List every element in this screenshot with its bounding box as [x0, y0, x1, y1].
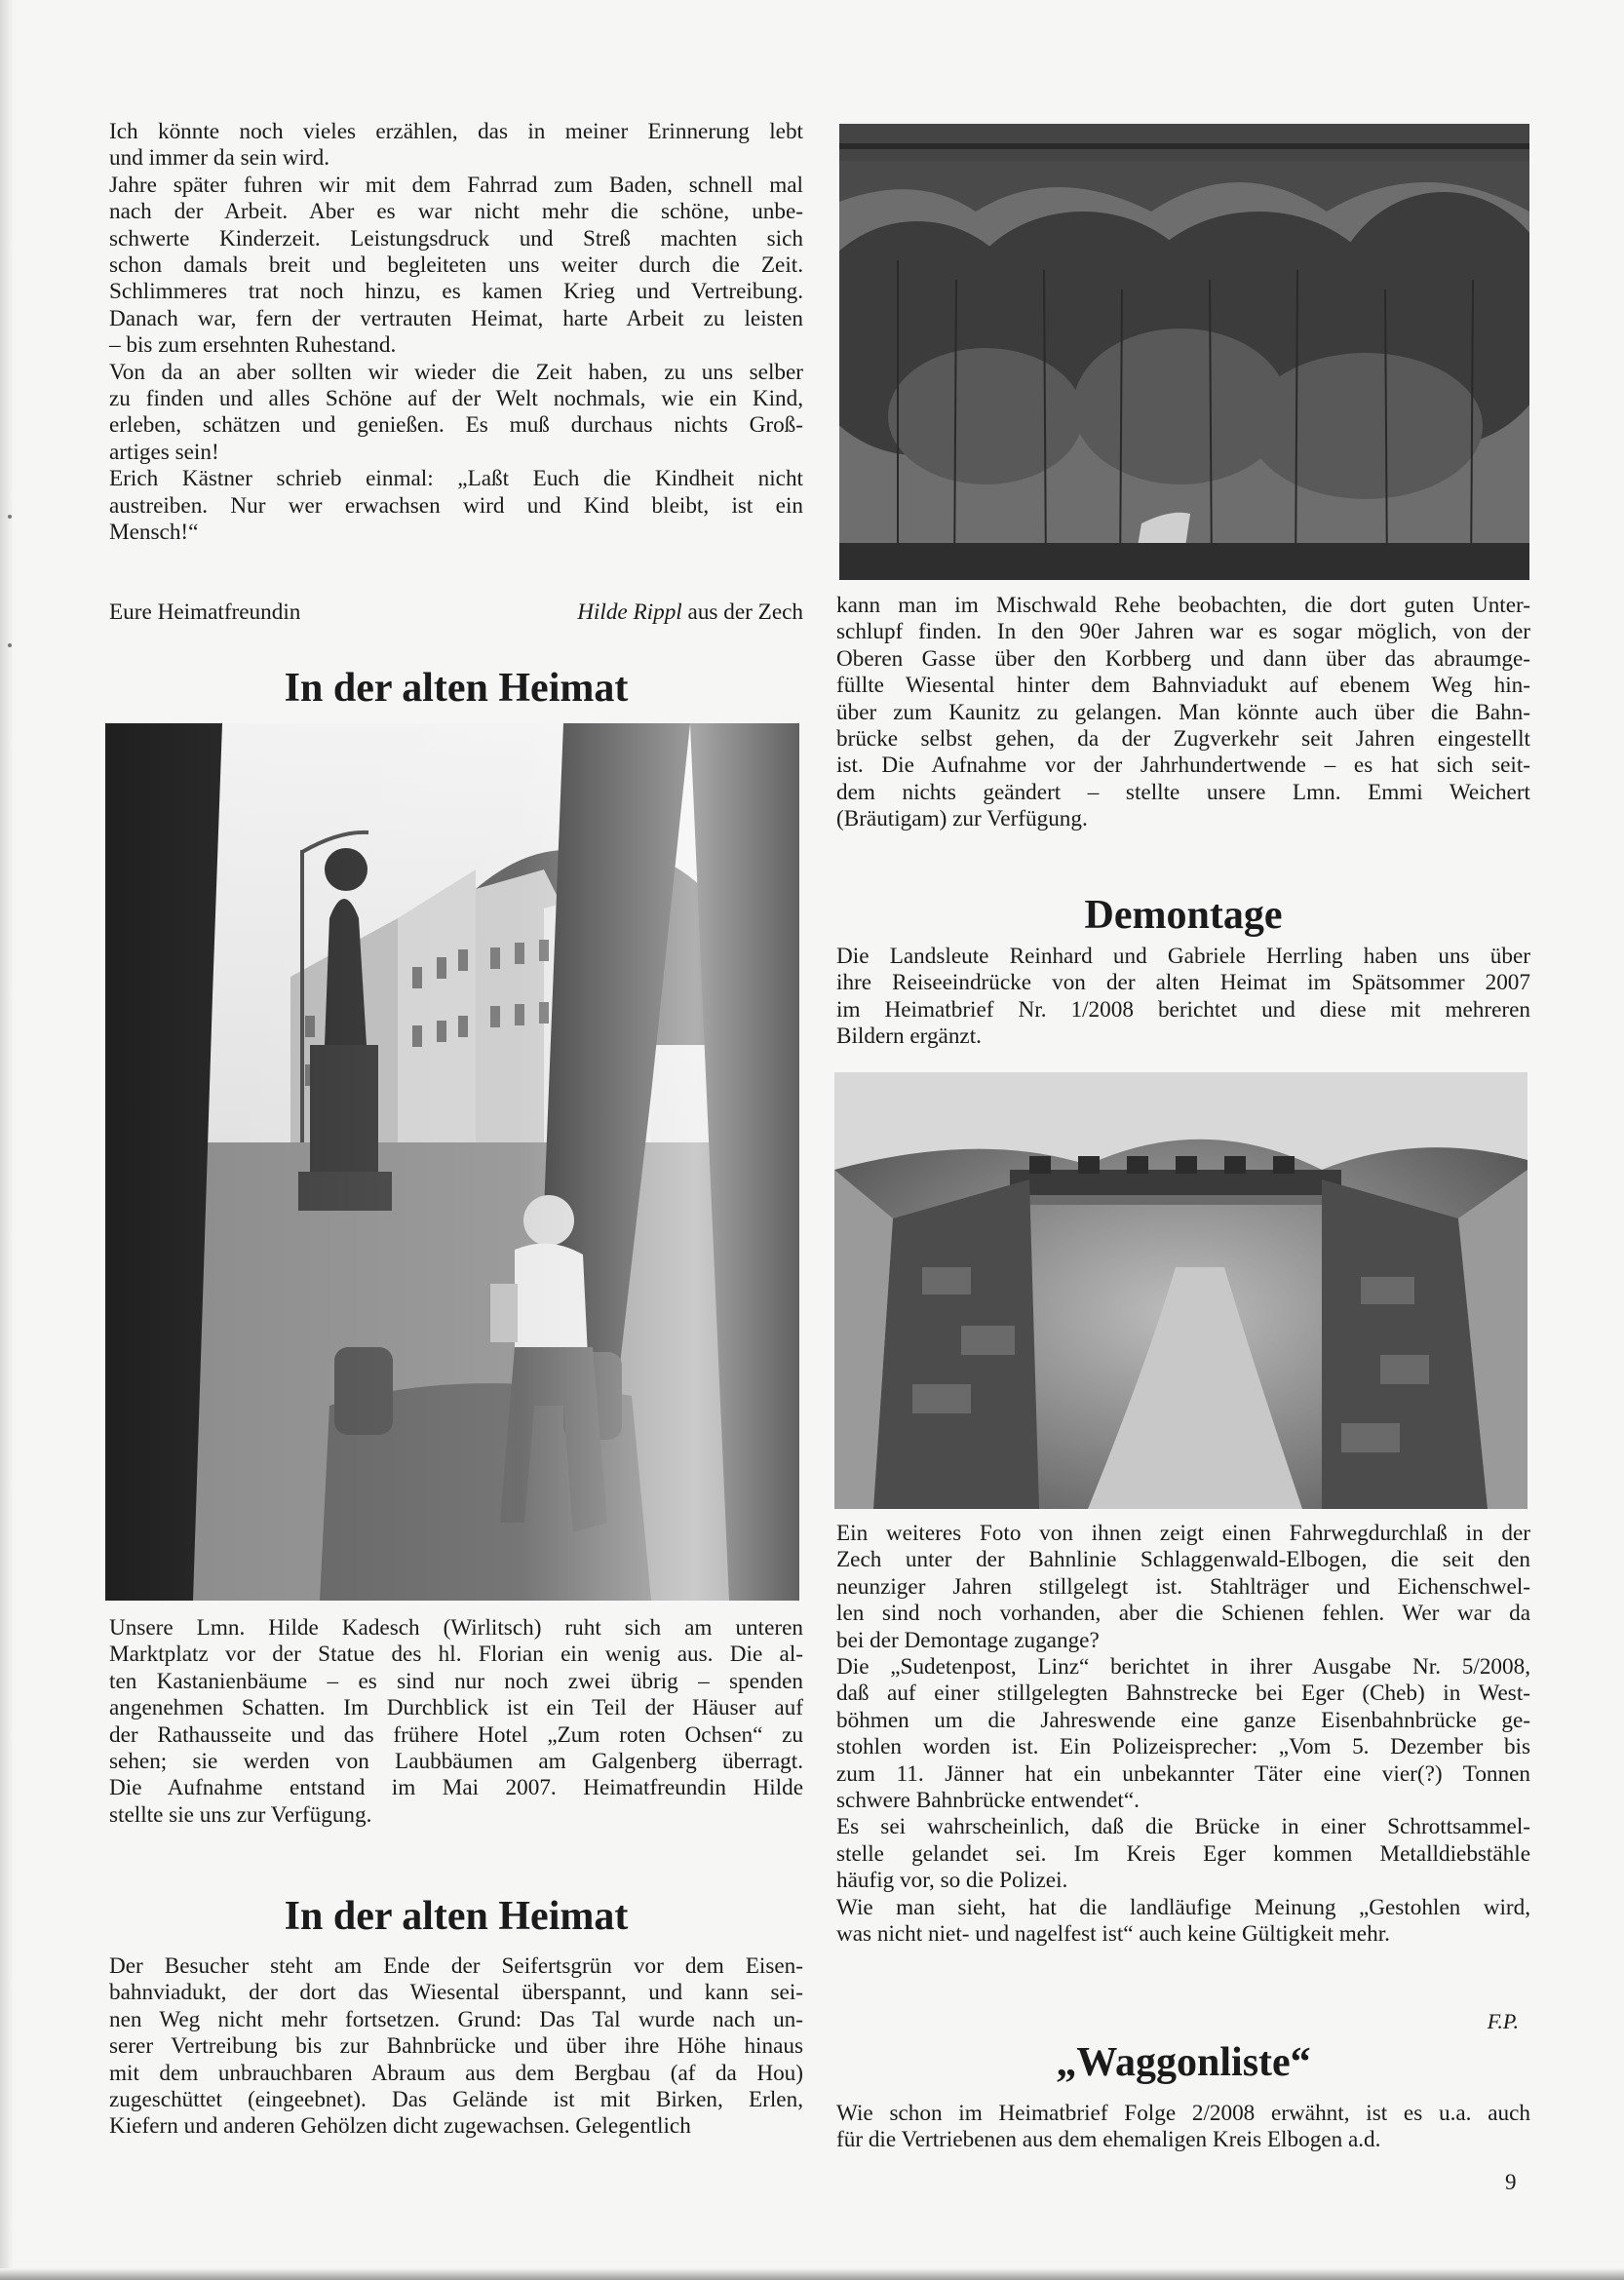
text-line: len sind noch vorhanden, aber die Schienen fehlen. Wer war da [836, 1601, 1530, 1627]
paragraph [109, 466, 803, 546]
text-line: Oberen Gasse über den Korbberg und dann über das abraumge- [836, 645, 1530, 672]
text-line: zu finden und alles Schöne auf der Welt nochmals, wie ein Kind, [109, 386, 803, 412]
text-line: zugeschüttet (eingeebnet). Das Gelände ist mit Birken, Erlen, [109, 2087, 803, 2113]
heading-waggonliste: „Waggonliste“ [1056, 2040, 1311, 2085]
signature-greeting: Eure Heimatfreundin [109, 599, 301, 625]
paragraph [836, 1895, 1530, 1949]
heading-demontage: Demontage [1084, 893, 1283, 938]
text-line: für die Vertriebenen aus dem ehemaligen Kreis Elbogen a.d. [836, 2127, 1381, 2153]
caption-photo-1 [109, 1615, 803, 1829]
text-line: Von da an aber sollten wir wieder die Zeit haben, zu uns selber [109, 359, 803, 385]
photo-railway-viaduct [839, 124, 1529, 580]
page-number: 9 [1505, 2170, 1517, 2194]
text-line: und immer da sein wird. [109, 145, 330, 172]
text-line: Die Landsleute Reinhard und Gabriele Herrling haben uns über [836, 944, 1530, 969]
text-line: Kiefern und anderen Gehölzen dicht zugewachsen. Gelegentlich [109, 2113, 691, 2140]
text-line: angenehmen Schatten. Im Durchblick ist ein Teil der Häuser auf [109, 1695, 803, 1721]
paragraph [836, 1654, 1530, 1814]
photo-marketplace-statue [105, 723, 799, 1601]
paragraph [109, 360, 803, 467]
text-line: stelle gelandet sei. Im Kreis Eger kommen Metalldiebstähle [836, 1840, 1530, 1867]
text-line: schlupf finden. In den 90er Jahren war es sogar möglich, von der [836, 619, 1530, 645]
text-line: Mensch!“ [109, 520, 199, 546]
text-line: der Rathausseite und das frühere Hotel „Zum roten Ochsen“ zu [109, 1721, 803, 1748]
page-edge-shadow [0, 0, 14, 2280]
margin-mark [8, 643, 12, 647]
paragraph [109, 1615, 803, 1829]
text-line: Erich Kästner schrieb einmal: „Laßt Euch die Kindheit nicht [109, 466, 803, 492]
text-line: ist. Die Aufnahme vor der Jahrhundertwende – es hat sich seit- [836, 753, 1530, 779]
signature-line [109, 599, 803, 626]
text-line: über zum Kaunitz zu gelangen. Man könnte auch über die Bahn- [836, 699, 1530, 725]
paragraph [109, 173, 803, 360]
photo-bridge-passage [834, 1072, 1527, 1509]
text-line: Wie man sieht, hat die landläufige Meinung „Gestohlen wird, [836, 1894, 1530, 1920]
text-line: mit dem unbrauchbaren Abraum aus dem Bergbau (af da Hou) [109, 2060, 803, 2086]
text-line: zum 11. Jänner hat ein unbekannter Täter eine vier(?) Tonnen [836, 1760, 1530, 1787]
text-line: (Bräutigam) zur Verfügung. [836, 806, 1088, 832]
text-line: dem nichts geändert – stellte unsere Lmn. Emmi Weichert [836, 779, 1530, 805]
text-line: austreiben. Nur wer erwachsen wird und Kind bleibt, ist ein [109, 492, 803, 519]
text-line: Der Besucher steht am Ende der Seifertsgrün vor dem Eisen- [109, 1953, 803, 1979]
text-line: füllte Wiesental hinter dem Bahnviadukt auf ebenem Weg hin- [836, 673, 1530, 699]
text-line: Ein weiteres Foto von ihnen zeigt einen Fahrwegdurchlaß in der [836, 1521, 1530, 1546]
text-line: Zech unter der Bahnlinie Schlaggenwald-Elbogen, die seit den [836, 1547, 1530, 1573]
text-line: Unsere Lmn. Hilde Kadesch (Wirlitsch) ruht sich am unteren [109, 1615, 803, 1641]
paragraph [836, 1521, 1530, 1654]
text-line: Jahre später fuhren wir mit dem Fahrrad zum Baden, schnell mal [109, 172, 803, 198]
text-line: artiges sein! [109, 439, 219, 465]
text-line: brücke selbst gehen, da der Zugverkehr seit Jahren eingestellt [836, 726, 1530, 753]
signature-author: Hilde Rippl aus der Zech [577, 599, 803, 625]
article-viaduct-text [109, 1953, 803, 2141]
text-line: schwere Bahnbrücke entwendet“. [836, 1788, 1140, 1814]
paragraph [836, 1814, 1530, 1894]
text-line: nach der Arbeit. Aber es war nicht mehr die schöne, unbe- [109, 199, 803, 225]
text-line: neunziger Jahren stillgelegt ist. Stahlträger und Eichenschwel- [836, 1573, 1530, 1600]
text-line: böhmen um die Jahreswende eine ganze Eisenbahnbrücke ge- [836, 1707, 1530, 1733]
initials-fp: F.P. [1487, 2009, 1519, 2033]
text-line: schwerte Kinderzeit. Leistungsdruck und Streß machten sich [109, 225, 803, 251]
text-line: Die Aufnahme entstand im Mai 2007. Heimatfreundin Hilde [109, 1775, 803, 1801]
text-line: im Heimatbrief Nr. 1/2008 berichtet und diese mit mehreren [836, 996, 1530, 1023]
text-line: stohlen worden ist. Ein Polizeisprecher: „Vom 5. Dezember bis [836, 1734, 1530, 1760]
paragraph [836, 2101, 1530, 2154]
text-line: stellte sie uns zur Verfügung. [109, 1801, 372, 1828]
text-line: Danach war, fern der vertrauten Heimat, harte Arbeit zu leisten [109, 305, 803, 331]
text-line: schon damals breit und begleiteten uns weiter durch die Zeit. [109, 252, 803, 279]
text-line: bei der Demontage zugange? [836, 1627, 1100, 1653]
text-line: ihre Reiseeindrücke von der alten Heimat im Spätsommer 2007 [836, 970, 1530, 996]
waggonliste-intro-text [836, 2101, 1530, 2154]
paragraph [836, 593, 1530, 833]
text-line: häufig vor, so die Polizei. [836, 1868, 1068, 1894]
text-line: kann man im Mischwald Rehe beobachten, die dort guten Unter- [836, 593, 1530, 618]
text-line: Bildern ergänzt. [836, 1024, 982, 1050]
demontage-body-text [836, 1521, 1530, 1949]
text-line: serer Vertreibung bis zur Bahnbrücke und über ihre Höhe hinaus [109, 2033, 803, 2060]
text-line: – bis zum ersehnten Ruhestand. [109, 332, 397, 359]
heading-in-der-alten-heimat-2: In der alten Heimat [284, 1894, 629, 1939]
text-line: nen Weg nicht mehr fortsetzen. Grund: Das Tal wurde nach un- [109, 2006, 803, 2032]
continuation-text [836, 593, 1530, 833]
text-line: daß auf einer stillgelegten Bahnstrecke bei Eger (Cheb) in West- [836, 1681, 1530, 1707]
heading-in-der-alten-heimat-1: In der alten Heimat [284, 666, 629, 711]
text-line: Es sei wahrscheinlich, daß die Brücke in einer Schrottsammel- [836, 1814, 1530, 1840]
text-line: erleben, schätzen und genießen. Es muß durchaus nichts Groß- [109, 412, 803, 439]
text-line: ten Kastanienbäume – es sind nur noch zwei übrig – spenden [109, 1668, 803, 1694]
paragraph [109, 1953, 803, 2141]
demontage-intro-text [836, 944, 1530, 1051]
text-line: Marktplatz vor der Statue des hl. Florian ein wenig aus. Die al- [109, 1642, 803, 1668]
paragraph [836, 944, 1530, 1051]
margin-mark [8, 515, 12, 519]
page-bottom-edge [0, 2268, 1624, 2280]
text-line: Ich könnte noch vieles erzählen, das in meiner Erinnerung lebt [109, 119, 803, 144]
text-line: was nicht niet- und nagelfest ist“ auch keine Gültigkeit mehr. [836, 1921, 1390, 1948]
text-line: Wie schon im Heimatbrief Folge 2/2008 erwähnt, ist es u.a. auch [836, 2101, 1530, 2126]
text-line: bahnviadukt, der dort das Wiesental überspannt, und kann sei- [109, 1980, 803, 2006]
intro-text [109, 119, 803, 547]
text-line: Die „Sudetenpost, Linz“ berichtet in ihrer Ausgabe Nr. 5/2008, [836, 1654, 1530, 1681]
paragraph [109, 119, 803, 173]
text-line: sehen; sie werden von Laubbäumen am Galgenberg überragt. [109, 1749, 803, 1775]
text-line: Schlimmeres trat noch hinzu, es kamen Krieg und Vertreibung. [109, 279, 803, 305]
